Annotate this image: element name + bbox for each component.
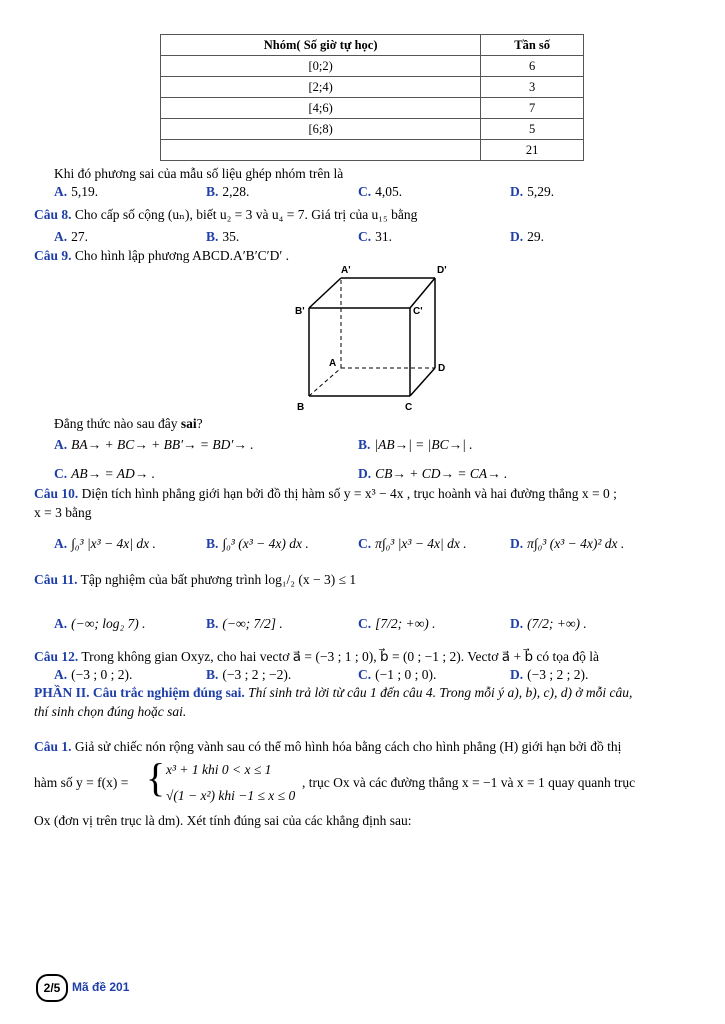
cube-label-a: A [329,358,337,369]
q9-option-b: B. |AB→| = |BC→| . [358,437,473,452]
frequency-table [160,34,584,161]
q10-option-d: D. π∫₀³ (x³ − 4x)² dx . [510,536,625,551]
table-row [161,98,584,119]
q11-option-d: D. (7/2; +∞) . [510,616,587,631]
q9-question: Đẳng thức nào sau đây sai? [54,416,203,431]
table-header-row [161,35,584,56]
cube-figure [285,262,455,412]
table-cell: 3 [481,77,584,98]
q12-option-d: D. (−3 ; 2 ; 2). [510,667,589,682]
table-cell [161,140,481,161]
table-cell: [0;2) [161,56,481,77]
cube-label-b1: B' [295,306,305,317]
q7-option-a: A. 5,19. [54,184,99,199]
q7-option-b: B. 2,28. [206,184,250,199]
q7-stem: Khi đó phương sai của mẫu số liệu ghép nhóm trên là [54,166,344,181]
q8-stem: Câu 8. Cho cấp số cộng (uₙ), biết u₂ = 3 và u₄ = 7. Giá trị của u₁₅ bằng [34,207,418,222]
table-header-frequency: Tần số [481,35,584,56]
q10-option-a: A. ∫₀³ |x³ − 4x| dx . [54,536,156,551]
q11-stem: Câu 11. Tập nghiệm của bất phương trình log₁/₂ (x − 3) ≤ 1 [34,572,357,587]
q8-option-d: D. 29. [510,229,544,244]
table-cell: 5 [481,119,584,140]
cube-edge [309,278,341,308]
p2q1-line2-pre: hàm số y = f(x) = [34,775,129,790]
page-number: 2/5 [36,974,68,1002]
table-row [161,56,584,77]
q10-option-b: B. ∫₀³ (x³ − 4x) dx . [206,536,309,551]
table-cell: [2;4) [161,77,481,98]
q12-stem: Câu 12. Trong không gian Oxyz, cho hai vectơ a⃗ = (−3 ; 1 ; 0), b⃗ = (0 ; −1 ; 2). Vectơ a⃗ + b⃗ có tọa độ là [34,649,599,664]
piecewise-case-2: √(1 − x²) khi −1 ≤ x ≤ 0 [166,788,296,803]
q8-option-a: A. 27. [54,229,88,244]
exam-code: Mã đề 201 [72,980,130,994]
q12-option-a: A. (−3 ; 0 ; 2). [54,667,133,682]
q11-option-c: C. [7/2; +∞) . [358,616,436,631]
cube-hidden-edge [309,368,341,396]
cube-edge [410,368,435,396]
q7-option-c: C. 4,05. [358,184,403,199]
q12-option-b: B. (−3 ; 2 ; −2). [206,667,292,682]
q9-option-d: D. CB→ + CD→ = CA→ . [358,466,508,481]
p2q1-line1: Câu 1. Giả sử chiếc nón rộng vành sau có thể mô hình hóa bằng cách cho hình phẳng (H) giới hạn bởi đồ thị [34,739,622,754]
p2q1-line2-post: , trục Ox và các đường thẳng x = −1 và x = 1 quay quanh trục [302,775,636,790]
piecewise-case-1: x³ + 1 khi 0 < x ≤ 1 [166,762,272,777]
table-row [161,119,584,140]
table-cell: 21 [481,140,584,161]
table-row [161,77,584,98]
q10-stem-line2: x = 3 bằng [34,505,92,520]
part2-heading: PHẦN II. Câu trắc nghiệm đúng sai. Thí sinh trả lời từ câu 1 đến câu 4. Trong mỗi ý a), b), c), d) ở mỗi câu, [34,685,633,700]
cube-label-c1: C' [413,306,423,317]
q11-option-a: A. (−∞; log₂ 7) . [54,616,146,631]
q11-option-b: B. (−∞; 7/2] . [206,616,283,631]
q10-stem-line1: Câu 10. Diện tích hình phẳng giới hạn bởi đồ thị hàm số y = x³ − 4x , trục hoành và hai đường thẳng x = 0 ; [34,486,617,501]
q8-option-b: B. 35. [206,229,240,244]
q9-option-c: C. AB→ = AD→ . [54,466,155,481]
q9-option-a: A. BA→ + BC→ + BB′→ = BD′→ . [54,437,254,452]
table-cell: 7 [481,98,584,119]
q9-stem: Câu 9. Cho hình lập phương ABCD.A′B′C′D′ . [34,248,290,263]
table-cell: 6 [481,56,584,77]
part2-instruction: thí sinh chọn đúng hoặc sai. [34,704,187,719]
q12-option-c: C. (−1 ; 0 ; 0). [358,667,437,682]
p2q1-line3: Ox (đơn vị trên trục là dm). Xét tính đúng sai của các khẳng định sau: [34,813,412,828]
q10-option-c: C. π∫₀³ |x³ − 4x| dx . [358,536,467,551]
piecewise-brace: { [146,755,166,800]
cube-label-a1: A' [341,265,351,276]
cube-label-b: B [297,402,305,412]
table-header-group: Nhóm( Số giờ tự học) [161,35,481,56]
table-row [161,140,584,161]
cube-label-d: D [438,363,446,374]
table-cell: [6;8) [161,119,481,140]
q7-option-d: D. 5,29. [510,184,555,199]
table-cell: [4;6) [161,98,481,119]
q8-option-c: C. 31. [358,229,392,244]
cube-edge [410,278,435,308]
cube-label-d1: D' [437,265,447,276]
cube-label-c: C [405,402,413,412]
